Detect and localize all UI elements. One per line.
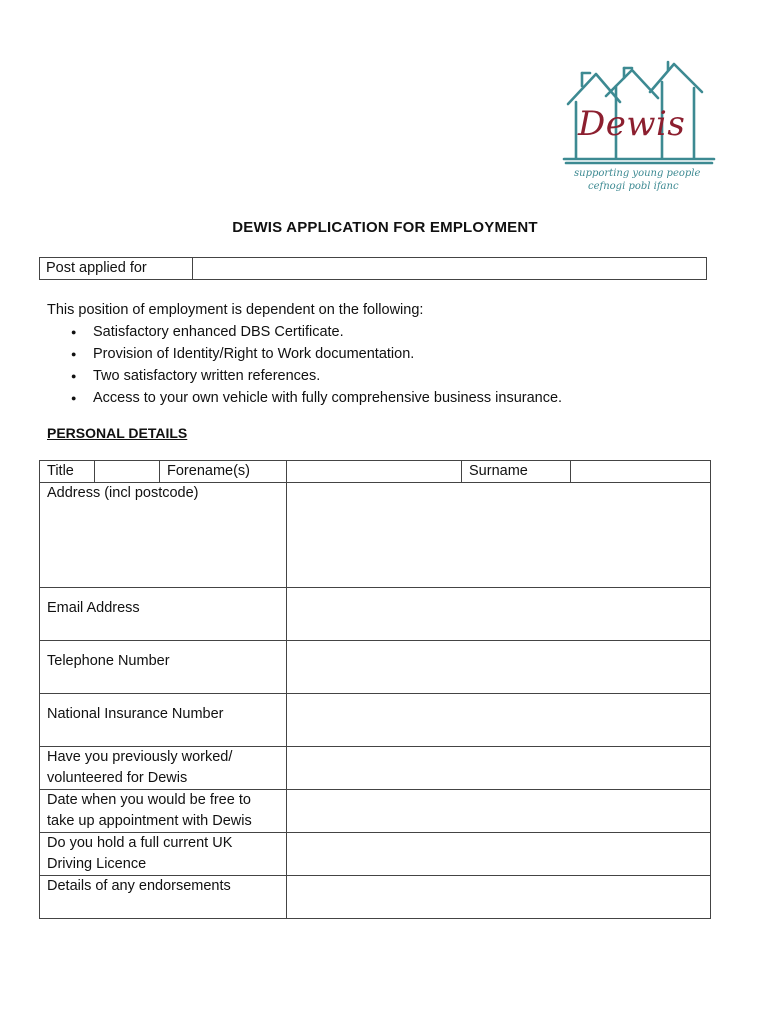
driving-licence-label: Do you hold a full current UK Driving Licence [40,833,287,876]
surname-label: Surname [462,461,571,483]
ni-number-label: National Insurance Number [40,694,287,747]
post-applied-label: Post applied for [40,258,193,280]
telephone-label: Telephone Number [40,641,287,694]
requirement-item: ● Provision of Identity/Right to Work documentation. [93,343,562,365]
email-label: Email Address [40,588,287,641]
endorsements-label: Details of any endorsements [40,876,287,919]
forename-label: Forename(s) [160,461,287,483]
requirement-item: ● Satisfactory enhanced DBS Certificate. [93,321,562,343]
email-input[interactable] [287,588,711,641]
previously-worked-input[interactable] [287,747,711,790]
personal-details-table [39,460,711,919]
dewis-logo [562,58,716,198]
telephone-input[interactable] [287,641,711,694]
driving-licence-input[interactable] [287,833,711,876]
personal-details-heading: PERSONAL DETAILS [47,425,188,441]
post-applied-table [39,257,707,280]
post-applied-input[interactable] [193,258,707,280]
ni-number-input[interactable] [287,694,711,747]
requirement-item: ● Two satisfactory written references. [93,365,562,387]
brand-name: Dewis [578,104,686,144]
tagline-english: supporting young people [574,168,701,179]
requirements-intro: This position of employment is dependent on the following: [47,302,424,318]
start-date-label: Date when you would be free to take up appointment with Dewis [40,790,287,833]
address-label: Address (incl postcode) [40,483,287,588]
surname-input[interactable] [571,461,711,483]
title-input[interactable] [95,461,160,483]
start-date-input[interactable] [287,790,711,833]
requirement-item: ● Access to your own vehicle with fully comprehensive business insurance. [93,387,562,409]
address-input[interactable] [287,483,711,588]
endorsements-input[interactable] [287,876,711,919]
previously-worked-label: Have you previously worked/ volunteered for Dewis [40,747,287,790]
tagline-welsh: cefnogi pobl ifanc [588,181,679,192]
title-label: Title [40,461,95,483]
page-title: DEWIS APPLICATION FOR EMPLOYMENT [232,219,538,236]
requirements-section [47,299,562,409]
requirements-list [47,321,562,409]
forename-input[interactable] [287,461,462,483]
